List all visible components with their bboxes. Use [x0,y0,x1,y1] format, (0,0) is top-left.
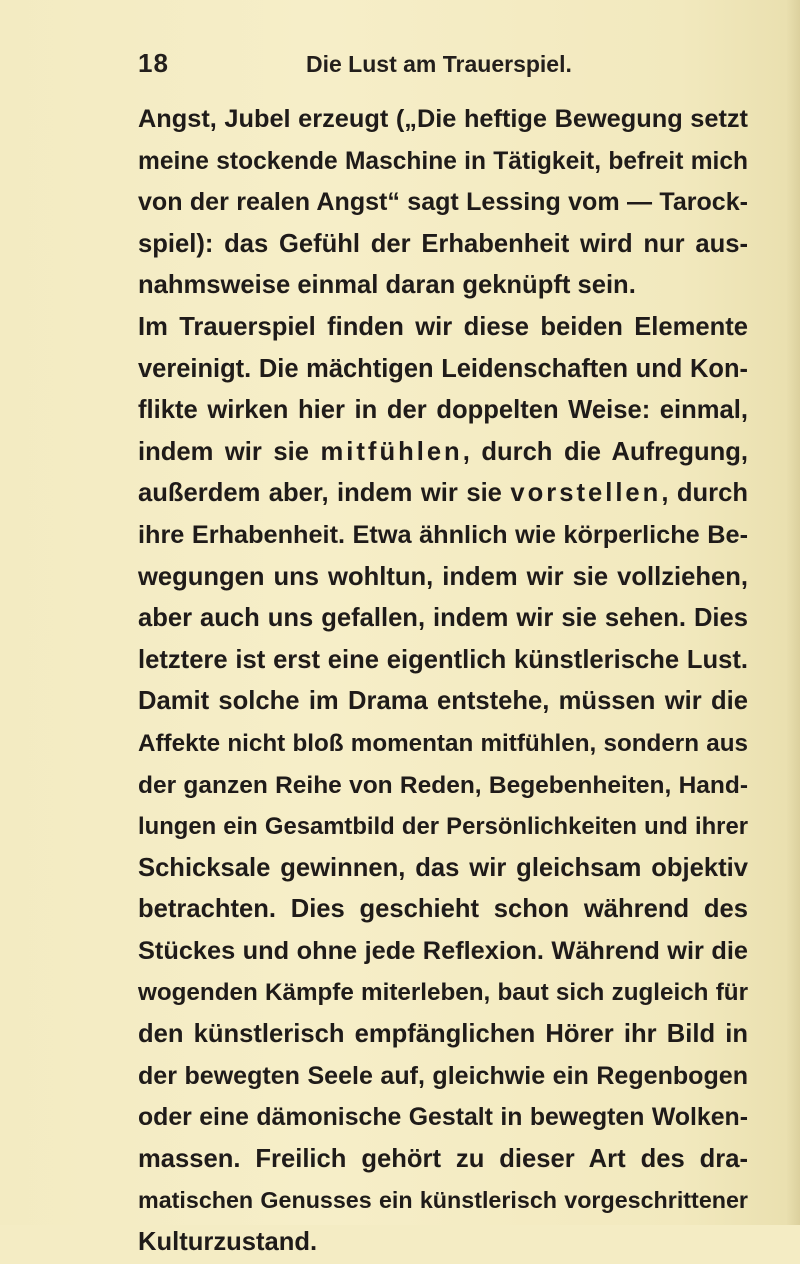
text-line: oder eine dämonische Gestalt in bewegten Wolken- [138,1104,748,1132]
spaced-emphasis: mitfühlen [320,437,463,466]
text-line: von der realen Angst“ sagt Lessing vom — Tarock- [138,188,748,217]
running-title: Die Lust am Trauerspiel. [306,51,572,77]
page-header [138,48,738,84]
text-line: Stückes und ohne jede Reflexion. Während wir die [138,936,748,965]
text-line: ihre Erhabenheit. Etwa ähnlich wie körperliche Be- [138,520,748,549]
text-line: den künstlerisch empfänglichen Hörer ihr Bild in [138,1020,748,1049]
text-line: Damit solche im Drama entstehe, müssen wir die [138,687,748,716]
text-line: nahmsweise einmal daran geknüpft sein. [138,271,636,300]
text-line: wegungen uns wohltun, indem wir sie vollziehen, [138,562,748,591]
text-line: aber auch uns gefallen, indem wir sie sehen. Dies [138,604,748,633]
text-line: flikte wirken hier in der doppelten Weise: einmal, [138,396,748,425]
text-line: Kulturzustand. [138,1228,318,1257]
text-line: letztere ist erst eine eigentlich künstlerische Lust. [138,645,748,674]
text-line: lungen ein Gesamtbild der Persönlichkeiten und ihrer [138,813,748,841]
text-line [138,473,748,515]
page-number: 18 [138,48,169,78]
text-line: betrachten. Dies geschieht schon während des [138,895,748,924]
page-edge-shadow [786,0,800,1225]
spaced-emphasis: vorstellen [510,479,662,508]
text-segment: indem wir sie [138,437,321,466]
text-line: Angst, Jubel erzeugt („Die heftige Bewegung setzt [138,105,748,133]
text-line: vereinigt. Die mächtigen Leidenschaften und Kon- [138,354,748,383]
text-segment: , durch die Aufregung, [462,437,749,466]
text-segment: außerdem aber, indem wir sie [138,479,511,508]
text-line: wogenden Kämpfe miterleben, baut sich zugleich für [138,979,748,1007]
text-line: der ganzen Reihe von Reden, Begebenheiten, Hand- [138,771,748,799]
text-line: meine stockende Maschine in Tätigkeit, befreit mich [138,147,748,175]
text-line: massen. Freilich gehört zu dieser Art des dra- [138,1144,748,1173]
text-line: matischen Genusses ein künstlerisch vorgeschrittener [138,1187,748,1214]
text-line [138,432,748,474]
text-line: der bewegten Seele auf, gleichwie ein Regenbogen [138,1061,748,1090]
text-line: Im Trauerspiel finden wir diese beiden Elemente [138,312,748,341]
text-line: spiel): das Gefühl der Erhabenheit wird nur aus- [138,229,748,258]
text-line: Affekte nicht bloß momentan mitfühlen, sondern aus [138,729,748,757]
text-line: Schicksale gewinnen, das wir gleichsam objektiv [138,853,748,882]
body-text [138,99,748,1264]
text-segment: , durch [661,479,748,508]
